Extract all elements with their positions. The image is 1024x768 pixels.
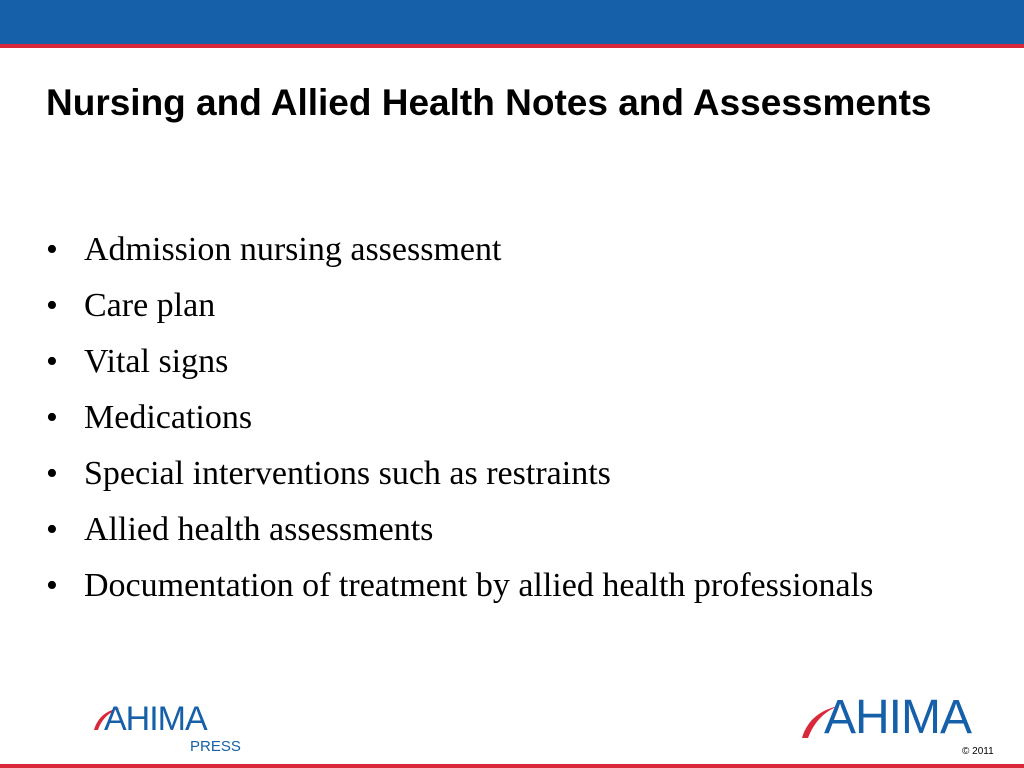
bullet-dot-icon: • (46, 511, 58, 548)
bullet-text: Documentation of treatment by allied health professionals (84, 567, 874, 604)
logo-right-wordmark: AHIMA (824, 691, 972, 744)
bullet-text: Special interventions such as restraints (84, 455, 611, 492)
footer-accent-rule (0, 764, 1024, 768)
bullet-dot-icon: • (46, 343, 58, 380)
bullet-item (46, 222, 926, 278)
bullet-dot-icon: • (46, 567, 58, 604)
bullet-text: Medications (84, 399, 253, 436)
bullet-dot-icon: • (46, 231, 58, 268)
bullet-text: Admission nursing assessment (84, 231, 502, 268)
slide-title: Nursing and Allied Health Notes and Assessments (46, 82, 932, 123)
bullet-item (46, 390, 926, 446)
bullet-dot-icon: • (46, 455, 58, 492)
bullet-list (46, 222, 926, 608)
ahima-logo (800, 691, 1000, 750)
copyright-notice: © 2011 (962, 746, 994, 757)
bullet-item (46, 278, 926, 334)
logo-left-press: PRESS (190, 738, 241, 755)
bullet-dot-icon: • (46, 399, 58, 436)
logo-left-wordmark: AHIMA (104, 700, 207, 738)
bullet-text: Vital signs (84, 343, 229, 380)
ahima-press-logo (92, 700, 242, 754)
bullet-item (46, 558, 926, 608)
bullet-item (46, 446, 926, 502)
bullet-text: Care plan (84, 287, 216, 324)
header-band (0, 0, 1024, 44)
bullet-text: Allied health assessments (84, 511, 434, 548)
bullet-item (46, 502, 926, 558)
bullet-item (46, 334, 926, 390)
bullet-dot-icon: • (46, 287, 58, 324)
header-accent-rule (0, 44, 1024, 48)
